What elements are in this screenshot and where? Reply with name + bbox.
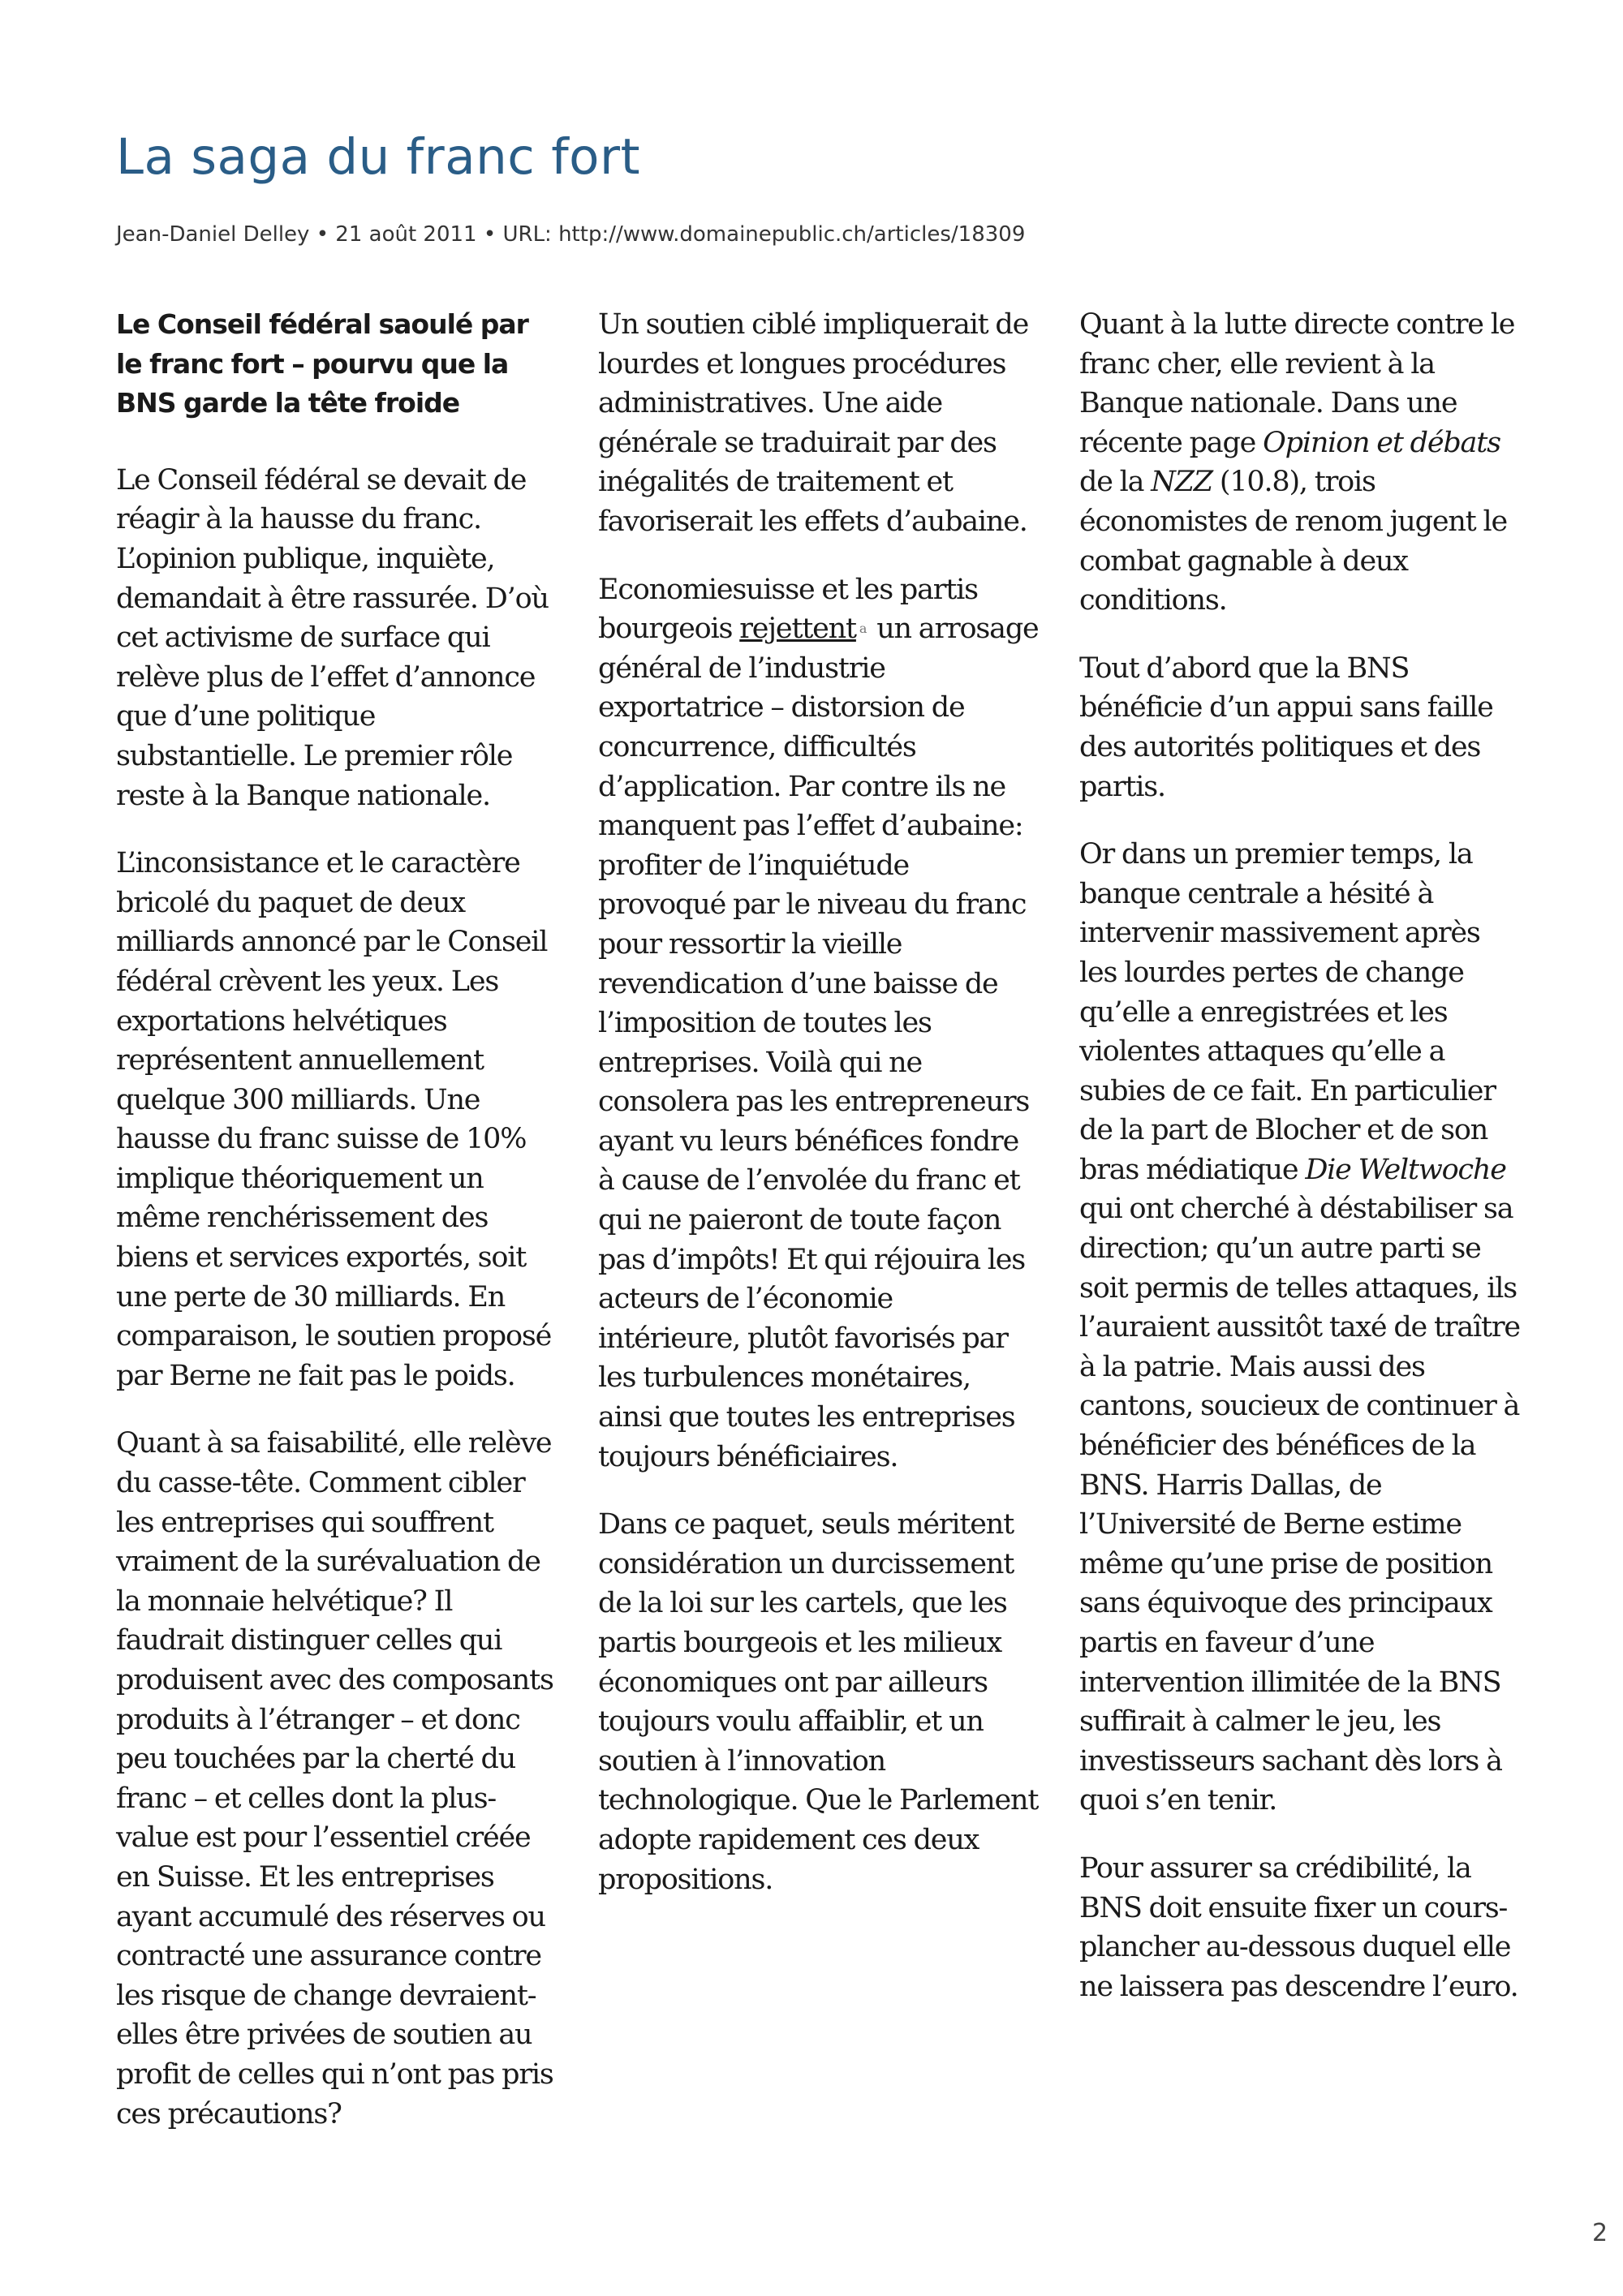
paragraph-7 bbox=[1079, 305, 1522, 621]
column-1 bbox=[116, 305, 558, 2162]
paragraph-9-text-a: Or dans un premier temps, la banque centrale a hésité à intervenir massivement après les lourdes pertes de change qu’elle a enregistrées et les violentes attaques qu’elle a subies de ce fait. En particulier de la part de Blocher et de son bras médiatique bbox=[1079, 838, 1496, 1186]
paragraph-10: Pour assurer sa crédibilité, la BNS doit ensuite fixer un cours-plancher au-dessous duquel elle ne laissera pas descendre l’euro. bbox=[1079, 1851, 1518, 2003]
rejettent-link[interactable]: rejettent bbox=[739, 613, 856, 646]
article-lead: Le Conseil fédéral saoulé par le franc fort – pourvu que la BNS garde la tête froide bbox=[116, 308, 528, 419]
paragraph-4: Un soutien ciblé impliquerait de lourdes et longues procédures administratives. Une aide générale se traduirait par des inégalités de traitement et favoriserait les effets d’aubaine. bbox=[598, 308, 1029, 538]
paragraph-5-text-b: un arrosage général de l’industrie exportatrice – distorsion de concurrence, difficultés d’application. Par contre ils ne manquent pas l’effet d’aubaine: profiter de l’inquiétude provoqué par le niveau du franc pour ressortir la vieille revendication d’une baisse de l’imposition de toutes les entreprises. Voilà qui ne consolera pas les entrepreneurs ayant vu leurs bénéfices fondre à cause de l’envolée du franc et qui ne paieront de toute façon pas d’impôts! Et qui réjouira les acteurs de l’économie intérieure, plutôt favorisés par les turbulences monétaires, ainsi que toutes les entreprises toujours bénéficiaires. bbox=[598, 613, 1039, 1473]
paragraph-3: Quant à sa faisabilité, elle relève du casse-tête. Comment cibler les entreprises qui souffrent vraiment de la surévaluation de la monnaie helvétique? Il faudrait distinguer celles qui produisent avec des composants produits à l’étranger – et donc peu touchées par la cherté du franc – et celles dont la plus-value est pour l’essentiel créée en Suisse. Et les entreprises ayant accumulé des réserves ou contracté une assurance contre les risque de change devraient-elles être privées de soutien au profit de celles qui n’ont pas pris ces précautions? bbox=[116, 1427, 553, 2130]
paragraph-5 bbox=[598, 570, 1040, 1477]
paragraph-5-text-a: Economiesuisse et les partis bourgeois bbox=[598, 573, 978, 646]
external-link-marker: a bbox=[859, 621, 867, 637]
paragraph-1: Le Conseil fédéral se devait de réagir à la hausse du franc. L’opinion publique, inquiète, demandait à être rassurée. D’où cet activisme de surface qui relève plus de l’effet d’annonce que d’une politique substantielle. Le premier rôle reste à la Banque nationale. bbox=[116, 463, 549, 812]
paragraph-8: Tout d’abord que la BNS bénéficie d’un appui sans faille des autorités politiques et des partis. bbox=[1079, 651, 1493, 803]
paragraph-9-text-b: qui ont cherché à déstabiliser sa direction; qu’un autre parti se soit permis de telles attaques, ils l’auraient aussitôt taxé de traître à la patrie. Mais aussi des cantons, soucieux de continuer à bénéficier des bénéfices de la BNS. Harris Dallas, de l’Université de Berne estime même qu’une prise de position sans équivoque des principaux partis en faveur d’une intervention illimitée de la BNS suffirait à calmer le jeu, les investisseurs sachant dès lors à quoi s’en tenir. bbox=[1079, 1193, 1520, 1817]
paragraph-9 bbox=[1079, 835, 1522, 1821]
paragraph-7-text-b: de la bbox=[1079, 466, 1144, 499]
paragraph-7-text-c: (10.8), trois économistes de renom jugent le combat gagnable à deux conditions. bbox=[1079, 466, 1507, 617]
paragraph-6: Dans ce paquet, seuls méritent considération un durcissement de la loi sur les cartels, que les partis bourgeois et les milieux économiques ont par ailleurs toujours voulu affaiblir, et un soutien à l’innovation technologique. Que le Parlement adopte rapidement ces deux propositions. bbox=[598, 1508, 1039, 1896]
paragraph-7-text-a: Quant à la lutte directe contre le franc cher, elle revient à la Banque nationale. Dans une récente page bbox=[1079, 308, 1515, 459]
column-2 bbox=[598, 305, 1040, 1928]
column-3 bbox=[1079, 305, 1522, 2035]
nzz-emphasis: NZZ bbox=[1151, 466, 1212, 499]
article-title: La saga du franc fort bbox=[116, 128, 640, 186]
article-meta: Jean-Daniel Delley • 21 août 2011 • URL: http://www.domainepublic.ch/articles/18309 bbox=[116, 222, 1026, 247]
weltwoche-emphasis: Die Weltwoche bbox=[1305, 1153, 1506, 1186]
opinion-debats-emphasis: Opinion et débats bbox=[1263, 426, 1500, 459]
paragraph-2: L’inconsistance et le caractère bricolé du paquet de deux milliards annoncé par le Conseil fédéral crèvent les yeux. Les exportations helvétiques représentent annuellement quelque 300 milliards. Une hausse du franc suisse de 10% implique théoriquement un même renchérissement des biens et services exportés, soit une perte de 30 milliards. En comparaison, le soutien proposé par Berne ne fait pas le poids. bbox=[116, 847, 552, 1392]
page-number: 2 bbox=[1592, 2219, 1608, 2247]
